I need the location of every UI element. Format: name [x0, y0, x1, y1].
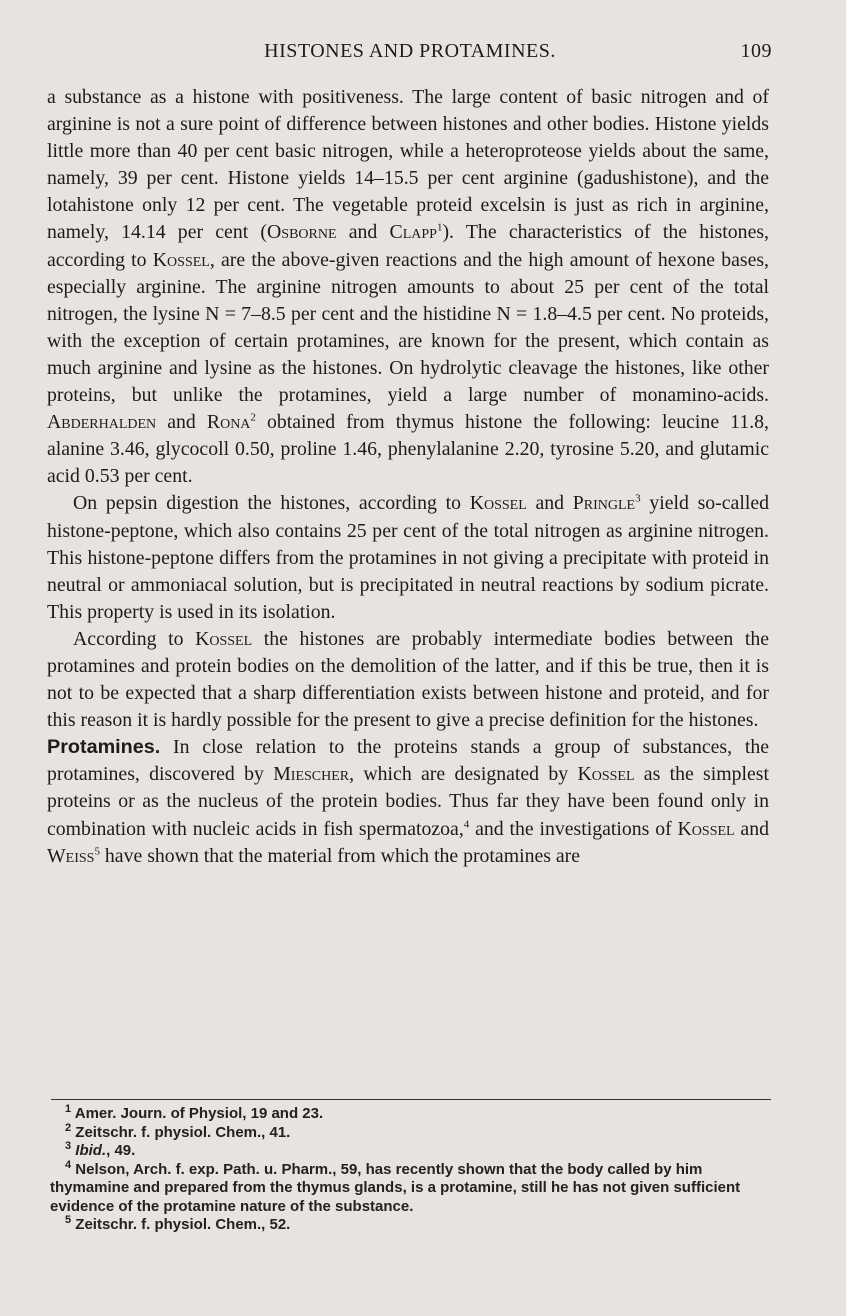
section-heading: Protamines. [47, 736, 161, 759]
author-name: Abderhalden [47, 411, 157, 434]
author-name: Kossel [677, 817, 735, 840]
footnote-number: 3 [65, 1140, 72, 1152]
footnote-3 [50, 1142, 772, 1161]
text-run: have shown that the material from which the protamines are [99, 844, 581, 867]
text-run: the histones are probably intermediate bodies between the protamines and protein bodies on the demolition of the latter, and if this be true, then it is not to be expected that a sharp differentiation exists between histone and proteid, and for this reason it is hardly possible for the present to give a precise definition for the histones. [47, 627, 769, 732]
footnote-number: 2 [65, 1121, 72, 1134]
author-name: Clapp [389, 221, 437, 244]
footnote-text: Nelson, Arch. f. exp. Path. u. Pharm., 59, has recently shown that the body called by him thymamine and prepared from the thymus glands, is a protamine, still he has not given sufficient evidence of the protamine nature of the substance. [50, 1160, 741, 1215]
footnote-2 [50, 1121, 772, 1143]
footnote-number: 4 [65, 1158, 72, 1171]
text-run: yield so-called histone-peptone, which also contains 25 per cent of the total nitrogen as arginine nitrogen. This histone-peptone differs from the protamines in not giving a precipitate with proteid in neutral or ammoniacal solution, but is precipitated in neutral reactions by sodium picrate. This property is used in its isolation. [47, 492, 769, 623]
author-name: Kossel [469, 492, 527, 515]
author-name: Rona [206, 411, 251, 434]
text-run: , which are designated by [349, 763, 578, 786]
author-name: Kossel [195, 627, 253, 650]
text-run: and [156, 411, 207, 434]
page-number: 109 [740, 40, 772, 62]
running-title: HISTONES AND PROTAMINES. [264, 40, 556, 62]
footnotes [50, 1105, 772, 1235]
footnote-ref[interactable]: 4 [463, 817, 470, 830]
footnote-4 [50, 1158, 772, 1217]
author-name: Miescher [273, 763, 350, 786]
author-name: Pringle [572, 492, 636, 515]
author-name: Osborne [267, 221, 337, 244]
paragraph-4 [47, 734, 769, 869]
author-name: Weiss [47, 844, 95, 867]
author-name: Kossel [577, 763, 635, 786]
footnote-1 [50, 1105, 772, 1124]
footnote-number: 5 [65, 1214, 72, 1226]
paragraph-3 [47, 626, 769, 734]
text-run: as the simplest proteins or as the nucleus of the protein bodies. Thus far they have been found only in combination with nucleic acids in fish spermatozoa, [47, 763, 769, 840]
text-run: , are the above-given reactions and the high amount of hexone bases, especially arginine. The arginine nitrogen amounts to about 25 per cent of the total nitrogen, the lysine N = 7–8.5 per cent and the histidine N = 1.8–4.5 per cent. No proteids, with the exception of certain protamines, are known for the present, which contain as much arginine and lysine as the histones. On hydrolytic cleavage the histones, like other proteins, but unlike the protamines, yield a large number of monamino-acids. [47, 248, 769, 407]
text-run: In close relation to the proteins stands a group of substances, the protamines, discovered by [47, 736, 769, 786]
footnote-ref[interactable]: 1 [436, 221, 443, 234]
text-run: and [336, 221, 390, 244]
text-run: and [734, 817, 769, 840]
footnote-text: Zeitschr. f. physiol. Chem., 41. [71, 1123, 291, 1141]
text-run: a substance as a histone with positiveness. The large content of basic nitrogen and of arginine is not a sure point of difference between histones and other bodies. Histone yields little more than 40 per cent basic nitrogen, while a heteroproteose yields about the same, namely, 39 per cent. Histone yields 14–15.5 per cent arginine (gadushistone), and the lotahistone only 12 per cent. The vegetable proteid excelsin is just as rich in arginine, namely, 14.14 per cent ( [47, 86, 769, 244]
body-text [47, 84, 769, 870]
running-head [48, 40, 772, 70]
text-run: and the investigations of [469, 817, 678, 840]
footnote-text: Amer. Journ. of Physiol, 19 and 23. [71, 1105, 324, 1122]
footnote-number: 1 [65, 1103, 72, 1115]
author-name: Kossel [152, 248, 210, 271]
footnote-ibid: Ibid. [75, 1142, 107, 1159]
footnote-ref[interactable]: 3 [635, 492, 641, 505]
text-run: According to [73, 627, 196, 650]
text-run: obtained from thymus histone the following: leucine 11.8, alanine 3.46, glycocoll 0.50, proline 1.46, phenylalanine 2.20, tyrosine 5.20, and glutamic acid 0.53 per cent. [47, 411, 769, 488]
footnote-divider [51, 1099, 771, 1100]
text-run: and [526, 492, 573, 515]
paragraph-1 [47, 84, 769, 490]
footnote-text: Zeitschr. f. physiol. Chem., 52. [71, 1216, 291, 1233]
footnote-text: , 49. [106, 1142, 136, 1159]
text-run: ). The characteristics of the histones, according to [47, 221, 769, 271]
paragraph-2 [47, 490, 769, 625]
text-run: On pepsin digestion the histones, according to [73, 492, 470, 515]
footnote-ref[interactable]: 2 [250, 411, 256, 424]
footnote-ref[interactable]: 5 [94, 845, 100, 858]
footnote-5 [50, 1216, 772, 1235]
